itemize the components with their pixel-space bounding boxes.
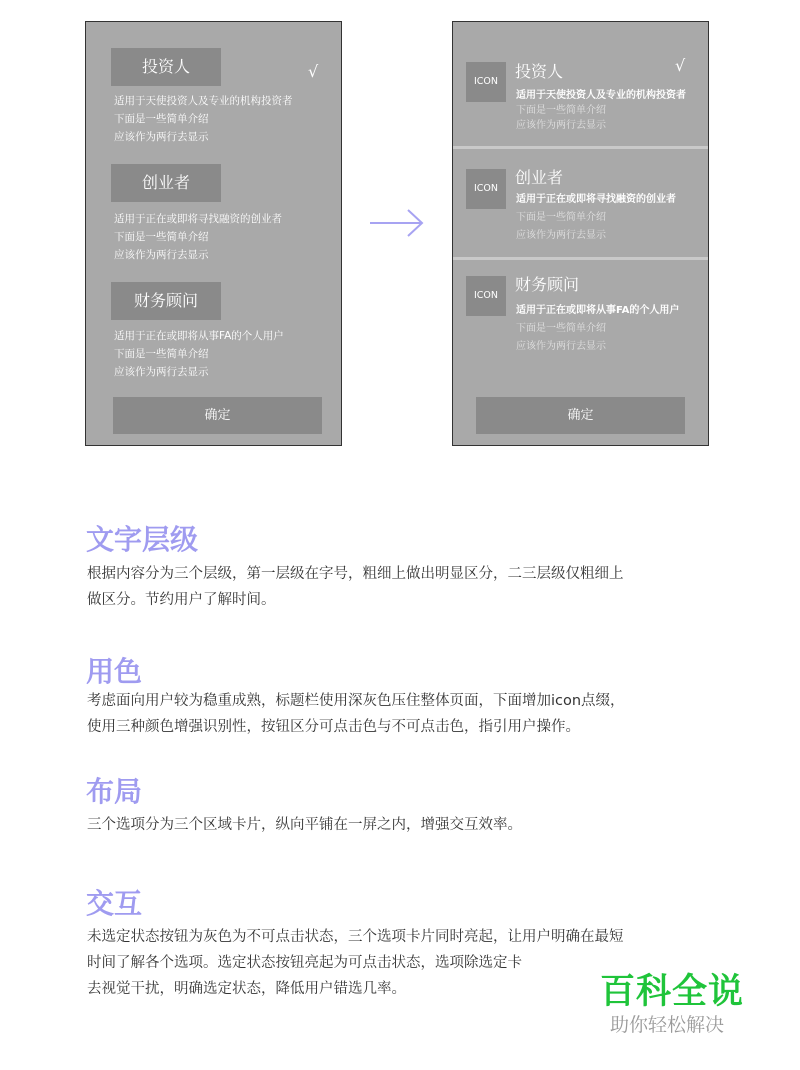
watermark-title: 百科全说 xyxy=(600,972,745,1012)
option-description: 适用于正在或即将从事FA的个人用户 下面是一些简单介绍 应该作为两行去显示 xyxy=(114,330,284,378)
arrow-right-icon xyxy=(368,208,426,238)
section-heading-layout: 布局 xyxy=(86,775,143,808)
card-title: 财务顾问 xyxy=(515,275,580,294)
card-description: 适用于正在或即将寻找融资的创业者 下面是一些简单介绍 应该作为两行去显示 xyxy=(516,194,676,241)
section-body: 根据内容分为三个层级，第一层级在字号，粗细上做出明显区分，二三层级仅粗细上 做区分。节约用户了解时间。 xyxy=(87,566,624,608)
watermark-subtitle: 助你轻松解决 xyxy=(610,1014,725,1036)
card-description: 适用于正在或即将从事FA的个人用户 下面是一些简单介绍 应该作为两行去显示 xyxy=(516,305,680,352)
investor-icon: ICON xyxy=(466,62,506,102)
confirm-button[interactable]: 确定 xyxy=(113,397,322,434)
advisor-icon: ICON xyxy=(466,276,506,316)
watermark xyxy=(578,950,768,1040)
check-icon: √ xyxy=(675,56,686,75)
confirm-button[interactable]: 确定 xyxy=(476,397,685,434)
section-heading-interaction: 交互 xyxy=(86,887,143,920)
card-description: 适用于天使投资人及专业的机构投资者 下面是一些简单介绍 应该作为两行去显示 xyxy=(516,90,686,131)
section-body: 未选定状态按钮为灰色为不可点击状态，三个选项卡片同时亮起，让用户明确在最短 时间了解各个选项。选定状态按钮亮起为可点击状态，选项除选定卡 去视觉干扰，明确选定状态，降低用户错选几率。 xyxy=(87,929,624,997)
check-icon: √ xyxy=(308,62,319,81)
option-advisor-label[interactable]: 财务顾问 xyxy=(111,282,221,320)
card-title: 创业者 xyxy=(515,168,564,187)
left-phone-mockup xyxy=(85,21,342,446)
card-title: 投资人 xyxy=(515,62,564,81)
option-card-advisor[interactable] xyxy=(453,260,708,380)
section-body: 三个选项分为三个区域卡片，纵向平铺在一屏之内，增强交互效率。 xyxy=(87,817,522,833)
founder-icon: ICON xyxy=(466,169,506,209)
option-card-founder[interactable] xyxy=(453,149,708,257)
right-phone-mockup xyxy=(452,21,709,446)
option-description: 适用于正在或即将寻找融资的创业者 下面是一些简单介绍 应该作为两行去显示 xyxy=(114,213,282,261)
option-card-investor[interactable] xyxy=(453,22,708,146)
option-description: 适用于天使投资人及专业的机构投资者 下面是一些简单介绍 应该作为两行去显示 xyxy=(114,95,293,143)
option-investor-label[interactable]: 投资人 xyxy=(111,48,221,86)
section-body: 考虑面向用户较为稳重成熟，标题栏使用深灰色压住整体页面，下面增加icon点缀， 使用三种颜色增强识别性，按钮区分可点击色与不可点击色，指引用户操作。 xyxy=(87,693,625,735)
option-founder-label[interactable]: 创业者 xyxy=(111,164,221,202)
section-heading-typography: 文字层级 xyxy=(86,523,199,556)
section-heading-color: 用色 xyxy=(86,655,143,688)
